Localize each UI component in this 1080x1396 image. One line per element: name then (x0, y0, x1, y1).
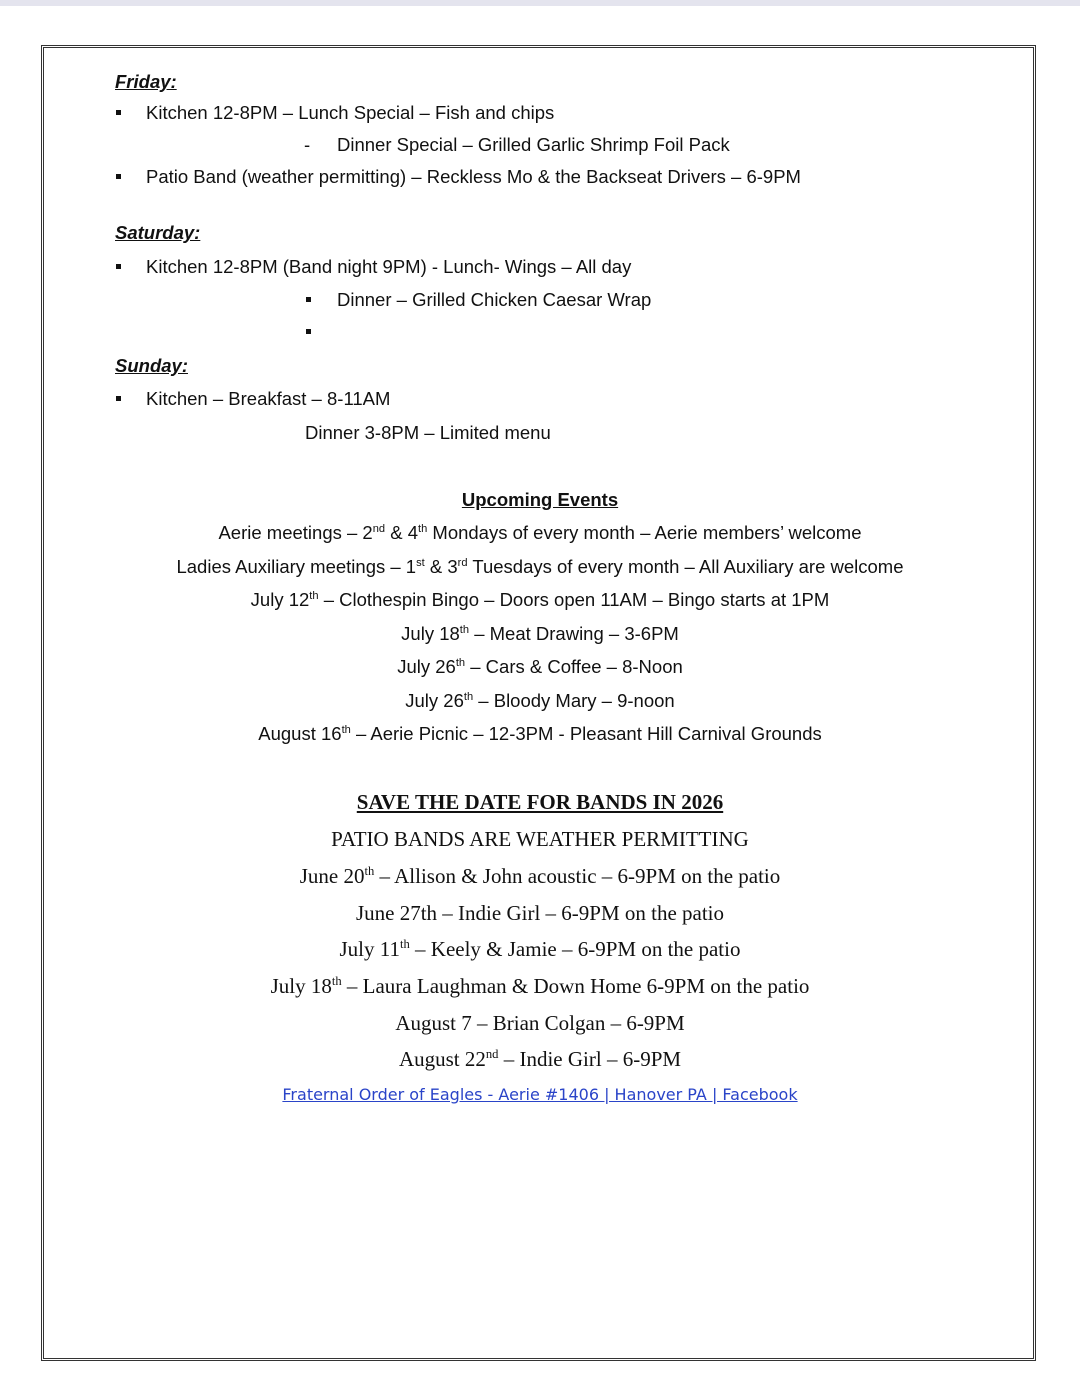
bands-heading: SAVE THE DATE FOR BANDS IN 2026 (356, 790, 724, 814)
sunday-heading: Sunday: (115, 355, 188, 376)
saturday-dinner: Dinner – Grilled Chicken Caesar Wrap (337, 289, 652, 310)
bullet (116, 396, 121, 401)
event-ladies-auxiliary: Ladies Auxiliary meetings – 1st & 3rd Tuesdays of every month – All Auxiliary are welcome (176, 556, 904, 577)
band-brian-colgan: August 7 – Brian Colgan – 6-9PM (395, 1011, 685, 1035)
band-laura-laughman: July 18th – Laura Laughman & Down Home 6-9PM on the patio (270, 974, 810, 998)
event-aerie-picnic: August 16th – Aerie Picnic – 12-3PM - Pleasant Hill Carnival Grounds (258, 723, 822, 744)
sunday-kitchen: Kitchen – Breakfast – 8-11AM (146, 388, 391, 409)
band-indie-girl-august: August 22nd – Indie Girl – 6-9PM (398, 1047, 682, 1071)
top-bar (0, 0, 1080, 6)
events-heading: Upcoming Events (461, 489, 619, 510)
event-aerie-meetings: Aerie meetings – 2nd & 4th Mondays of every month – Aerie members’ welcome (218, 522, 862, 543)
saturday-kitchen: Kitchen 12-8PM (Band night 9PM) - Lunch- Wings – All day (146, 256, 632, 277)
event-bloody-mary: July 26th – Bloody Mary – 9-noon (405, 690, 675, 711)
bullet (306, 329, 311, 334)
friday-patio: Patio Band (weather permitting) – Reckless Mo & the Backseat Drivers – 6-9PM (146, 166, 801, 187)
bullet (116, 264, 121, 269)
facebook-link[interactable]: Fraternal Order of Eagles - Aerie #1406 | Hanover PA | Facebook (282, 1085, 798, 1104)
facebook-link-row (0, 1085, 1080, 1105)
dash: - (304, 134, 311, 155)
friday-kitchen: Kitchen 12-8PM – Lunch Special – Fish and chips (146, 102, 555, 123)
bullet (306, 297, 311, 302)
event-cars-coffee: July 26th – Cars & Coffee – 8-Noon (397, 656, 683, 677)
bands-subheading: PATIO BANDS ARE WEATHER PERMITTING (331, 827, 749, 851)
saturday-heading: Saturday: (115, 222, 201, 243)
sunday-dinner: Dinner 3-8PM – Limited menu (305, 422, 551, 443)
band-allison-john: June 20th – Allison & John acoustic – 6-9PM on the patio (299, 864, 781, 888)
friday-dinner: Dinner Special – Grilled Garlic Shrimp Foil Pack (337, 134, 730, 155)
event-bingo: July 12th – Clothespin Bingo – Doors open 11AM – Bingo starts at 1PM (250, 589, 830, 610)
event-meat-drawing: July 18th – Meat Drawing – 3-6PM (401, 623, 679, 644)
friday-heading: Friday: (115, 71, 177, 92)
bullet (116, 110, 121, 115)
band-keely-jamie: July 11th – Keely & Jamie – 6-9PM on the patio (339, 937, 741, 961)
band-indie-girl-june: June 27th – Indie Girl – 6-9PM on the patio (355, 901, 725, 925)
bullet (116, 174, 121, 179)
